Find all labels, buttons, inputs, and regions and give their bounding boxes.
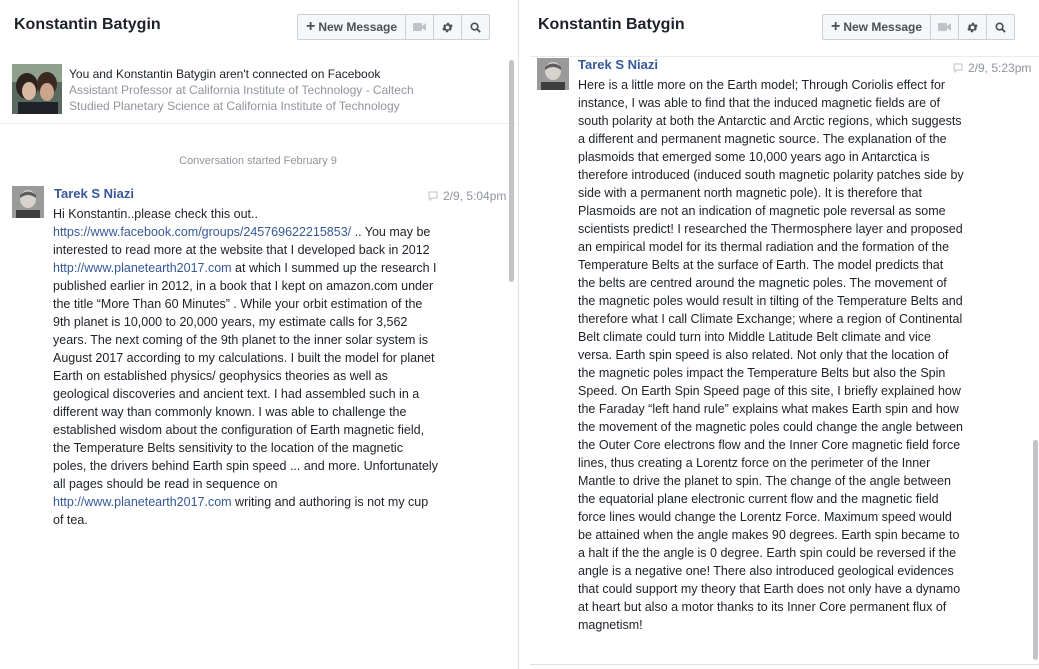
message-text: the magnetic poles would result in tilting of the Temperature Belts and: [578, 294, 963, 308]
message-line: [53, 277, 438, 295]
message-text: Mantle to drive the planet to spin. The change of the angle between: [578, 474, 951, 488]
message-line: [578, 256, 964, 274]
message-text: writing and authoring is not my cup: [231, 495, 429, 509]
message-line: [578, 328, 964, 346]
message-line: [53, 313, 438, 331]
message-bubble-icon: [953, 63, 963, 73]
message-text: magnetism!: [578, 618, 643, 632]
message-line: [578, 544, 964, 562]
message-line: [578, 292, 964, 310]
message-link[interactable]: https://www.facebook.com/groups/245769622215853/: [53, 225, 352, 239]
message-text: Here is a little more on the Earth model; Through Coriolis effect for: [578, 78, 946, 92]
message-text: established wisdom about the configuration of Earth magnetic field,: [53, 423, 425, 437]
message-line: [578, 400, 964, 418]
message-body: [578, 76, 964, 634]
message-line: [578, 166, 964, 184]
message-text: therefore what I call Climate Exchange; where a region of Continental: [578, 312, 963, 326]
message-link[interactable]: http://www.planetearth2017.com: [53, 495, 232, 509]
message-line: [578, 130, 964, 148]
contact-avatar[interactable]: [12, 64, 62, 114]
left-scrollbar[interactable]: [509, 60, 514, 282]
message-line: [578, 382, 964, 400]
gear-icon: [441, 21, 454, 34]
message-text: force lines would change the Lorentz Force. Maximum speed would: [578, 510, 952, 524]
video-call-button[interactable]: [406, 15, 433, 39]
message-text: therefore introduced (induced south magnetic polarity patches side by: [578, 168, 964, 182]
connection-info: [0, 60, 516, 124]
message-line: [578, 184, 964, 202]
message-text: that could support my theory that Earth does not only have a dynamo: [578, 582, 961, 596]
message-time-label: 2/9, 5:04pm: [443, 189, 507, 203]
message-text: Earth on established physics/ geophysics theories as well as: [53, 369, 388, 383]
message-time: [428, 189, 506, 203]
message-text: an empirical model for its thermal radiation and the formation of the: [578, 240, 950, 254]
new-message-button[interactable]: [823, 15, 931, 39]
message-text: all pages should be read in sequence on: [53, 477, 278, 491]
plus-icon: +: [306, 18, 316, 35]
message-line: [53, 295, 438, 313]
message-line: [578, 76, 964, 94]
message-line: [578, 616, 964, 634]
chat-header: [519, 0, 1039, 52]
message-line: [53, 205, 438, 223]
message-text: the title “More Than 60 Minutes” . While your orbit estimation of the: [53, 297, 423, 311]
message-text: at which I summed up the research I: [231, 261, 437, 275]
message-text: a halt if the the angle is 0 degree. Earth spin could be reversed if the: [578, 546, 957, 560]
message-text: lines, thus creating a Lorentz force on the perimeter of the Inner: [578, 456, 931, 470]
message-line: [578, 346, 964, 364]
message-text: the movement of the magnetic poles could change the angle between: [578, 420, 963, 434]
new-message-label: New Message: [843, 20, 923, 34]
message-line: [53, 475, 438, 493]
gear-icon: [966, 21, 979, 34]
message-text: of tea.: [53, 513, 88, 527]
message-text: at heart but also a motor thanks to its Inner Core permanent flux of: [578, 600, 947, 614]
message-text: a different and permanent magnetic source. The explanation of the: [578, 132, 947, 146]
message-line: [578, 526, 964, 544]
message-text: different way than commonly known. I was able to challenge the: [53, 405, 407, 419]
message-line: [578, 112, 964, 130]
message-text: August 2017 according to my calculations. I built the model for planet: [53, 351, 435, 365]
composer-border: [530, 664, 1039, 665]
search-icon: [470, 22, 481, 33]
message-text: be attained when the angle makes 90 degrees. Earth spin became to: [578, 528, 960, 542]
message-text: the Faraday “left hand rule” explains what makes Earth spin and how: [578, 402, 959, 416]
message-line: [53, 241, 438, 259]
message-text: Speed. On Earth Spin Speed page of this site, I briefly explained how: [578, 384, 961, 398]
message-line: [578, 94, 964, 112]
message-line: [53, 457, 438, 475]
message-line: [53, 367, 438, 385]
message-text: side with a permanent north magnetic pole). It is therefore that: [578, 186, 922, 200]
right-scrollbar[interactable]: [1033, 440, 1038, 660]
message-text: south polarity at both the Antarctic and Arctic regions, which suggests: [578, 114, 962, 128]
new-message-button[interactable]: [298, 15, 406, 39]
message-text: the magnetic poles impact the Temperature Belts but also the Spin: [578, 366, 946, 380]
message-line: [53, 439, 438, 457]
video-camera-icon: [938, 22, 952, 32]
conversation-started: Conversation started February 9: [179, 155, 337, 167]
chat-title[interactable]: Konstantin Batygin: [14, 16, 161, 33]
chat-pane-left: [0, 0, 516, 669]
message-line: [578, 418, 964, 436]
message-text: 9th planet is 10,000 to 20,000 years, my estimate calls for 3,562: [53, 315, 408, 329]
message-line: [53, 259, 438, 277]
sender-avatar[interactable]: [537, 58, 569, 90]
sender-avatar[interactable]: [12, 186, 44, 218]
message-text: versa. Earth spin speed is also related. Not only that the location of: [578, 348, 949, 362]
search-icon: [995, 22, 1006, 33]
contact-work: Assistant Professor at California Institute of Technology - Caltech: [69, 83, 414, 97]
chat-title[interactable]: Konstantin Batygin: [538, 16, 685, 33]
search-button[interactable]: [461, 15, 489, 39]
message-text: poles, the drivers behind Earth spin speed ... and more. Unfortunately: [53, 459, 438, 473]
message-line: [578, 274, 964, 292]
message-text: Belt climate could turn into Middle Latitude Belt climate and vice: [578, 330, 931, 344]
message-link[interactable]: http://www.planetearth2017.com: [53, 261, 232, 275]
message-line: [578, 562, 964, 580]
message-line: [53, 403, 438, 421]
message-line: [53, 223, 438, 241]
message-line: [578, 202, 964, 220]
message-text: instance, I was able to find that the induced magnetic fields are of: [578, 96, 941, 110]
message-text: .. You may be: [351, 225, 431, 239]
message-line: [578, 472, 964, 490]
header-actions: [822, 14, 1015, 40]
message-text: years. The next coming of the 9th planet to the inner solar system is: [53, 333, 428, 347]
message-text: angle is a negative one! There also introduced geological evidences: [578, 564, 954, 578]
message-line: [578, 364, 964, 382]
chat-header: [0, 0, 516, 52]
message-time: [953, 61, 1031, 75]
message-line: [578, 310, 964, 328]
message-text: interested to read more at the website that I developed back in 2012: [53, 243, 430, 257]
settings-button[interactable]: [433, 15, 461, 39]
connection-text: [69, 66, 414, 114]
message-text: published earlier in 2012, in a book that I kept on amazon.com under: [53, 279, 434, 293]
message-line: [53, 493, 438, 511]
message-sender[interactable]: Tarek S Niazi: [54, 186, 134, 201]
contact-education: Studied Planetary Science at California Institute of Technology: [69, 99, 400, 113]
message-text: Hi Konstantin..please check this out..: [53, 207, 258, 221]
message-text: the belts are centred around the magnetic poles. The movement of: [578, 276, 947, 290]
message-text: the Outer Core electrons flow and the Inner Core magnetic field force: [578, 438, 961, 452]
message-line: [53, 511, 438, 529]
header-divider: [530, 56, 1039, 57]
video-camera-icon: [413, 22, 427, 32]
message-line: [53, 385, 438, 403]
message-text: the equatorial plane electronic current flow and the magnetic field: [578, 492, 939, 506]
message-line: [578, 148, 964, 166]
chat-pane-right: [518, 0, 1039, 669]
message-line: [578, 220, 964, 238]
search-button[interactable]: [986, 15, 1014, 39]
message-line: [578, 490, 964, 508]
message-line: [578, 580, 964, 598]
message-line: [578, 508, 964, 526]
message-body: [53, 205, 438, 529]
message-sender[interactable]: Tarek S Niazi: [578, 57, 658, 72]
message-text: scientists predict! I researched the Thermosphere layer and proposed: [578, 222, 963, 236]
video-call-button[interactable]: [931, 15, 958, 39]
message-text: the Temperature Belts sensitivity to the location of the magnetic: [53, 441, 403, 455]
message-line: [53, 331, 438, 349]
message-line: [578, 454, 964, 472]
new-message-label: New Message: [318, 20, 398, 34]
message-line: [578, 598, 964, 616]
message-line: [578, 238, 964, 256]
message-text: geological discoveries and ancient text. I had assembled such in a: [53, 387, 420, 401]
message-bubble-icon: [428, 191, 438, 201]
plus-icon: +: [831, 18, 841, 35]
settings-button[interactable]: [958, 15, 986, 39]
header-actions: [297, 14, 490, 40]
connection-status: You and Konstantin Batygin aren't connected on Facebook: [69, 67, 381, 81]
message-line: [53, 421, 438, 439]
message-text: plasmoids that emerged some 10,000 years ago in Antarctica is: [578, 150, 930, 164]
message-text: Temperature Belts at the surface of Earth. The model predicts that: [578, 258, 944, 272]
message-line: [578, 436, 964, 454]
message-time-label: 2/9, 5:23pm: [968, 61, 1032, 75]
message-text: Plasmoids are not an indication of magnetic pole reversal as some: [578, 204, 946, 218]
message-line: [53, 349, 438, 367]
